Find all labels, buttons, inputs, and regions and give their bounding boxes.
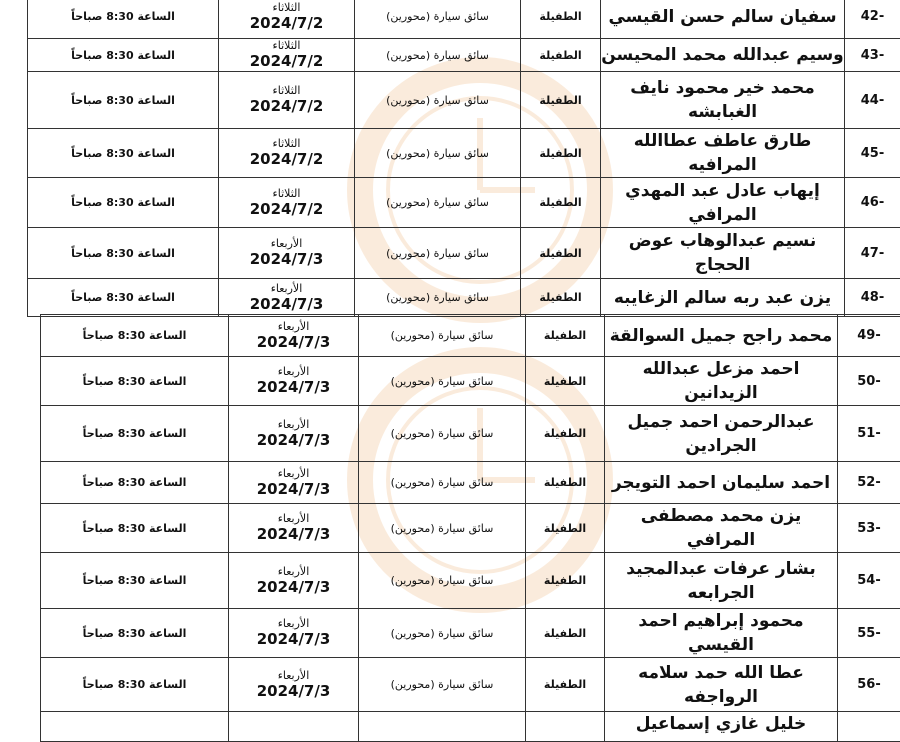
- governorate: الطفيلة: [526, 504, 605, 553]
- interview-date-cell: [229, 406, 359, 462]
- interview-date: 2024/7/3: [229, 378, 358, 397]
- interview-date: 2024/7/3: [219, 295, 354, 314]
- job-title: سائق سيارة (محورين): [355, 279, 521, 317]
- schedule-table-upper: [27, 0, 900, 317]
- candidate-name: إيهاب عادل عبد المهدي المرافي: [601, 178, 845, 228]
- table-row: [41, 462, 900, 504]
- job-title: سائق سيارة (محورين): [355, 178, 521, 228]
- interview-time: الساعة 8:30 صباحاً: [41, 609, 229, 658]
- candidate-name: طارق عاطف عطاالله المرافيه: [601, 129, 845, 178]
- interview-date-cell: [229, 609, 359, 658]
- table-row: [28, 129, 900, 178]
- table-row: [41, 712, 900, 742]
- governorate: الطفيلة: [521, 129, 601, 178]
- interview-date-cell: [229, 504, 359, 553]
- interview-time: الساعة 8:30 صباحاً: [41, 357, 229, 406]
- job-title: سائق سيارة (محورين): [359, 553, 526, 609]
- interview-time: الساعة 8:30 صباحاً: [41, 315, 229, 357]
- interview-date: 2024/7/2: [219, 14, 354, 33]
- interview-day: الثلاثاء: [219, 39, 354, 52]
- interview-day: الأربعاء: [219, 282, 354, 295]
- interview-date: 2024/7/3: [229, 525, 358, 544]
- candidate-name: سفيان سالم حسن القيسي: [601, 0, 845, 39]
- interview-day: الثلاثاء: [219, 1, 354, 14]
- governorate: الطفيلة: [526, 462, 605, 504]
- interview-time: الساعة 8:30 صباحاً: [28, 279, 219, 317]
- candidate-name: محمد خير محمود نايف الغبابشه: [601, 72, 845, 129]
- interview-date: 2024/7/2: [219, 150, 354, 169]
- job-title: سائق سيارة (محورين): [355, 228, 521, 279]
- interview-date: 2024/7/2: [219, 200, 354, 219]
- row-number: [838, 712, 900, 742]
- interview-time: الساعة 8:30 صباحاً: [28, 228, 219, 279]
- interview-date: 2024/7/3: [219, 250, 354, 269]
- interview-date: 2024/7/3: [229, 630, 358, 649]
- job-title: سائق سيارة (محورين): [359, 504, 526, 553]
- table-row: [41, 357, 900, 406]
- governorate: الطفيلة: [521, 0, 601, 39]
- row-number: -48: [845, 279, 900, 317]
- interview-date-cell: [219, 0, 355, 39]
- row-number: -52: [838, 462, 900, 504]
- interview-time: الساعة 8:30 صباحاً: [28, 129, 219, 178]
- table-row: [41, 504, 900, 553]
- candidate-name: عطا الله حمد سلامه الرواجفه: [605, 658, 838, 712]
- interview-time: الساعة 8:30 صباحاً: [28, 72, 219, 129]
- interview-time: الساعة 8:30 صباحاً: [28, 39, 219, 72]
- job-title: سائق سيارة (محورين): [355, 72, 521, 129]
- governorate: الطفيلة: [521, 39, 601, 72]
- candidate-name: احمد سليمان احمد التويجر: [605, 462, 838, 504]
- governorate: الطفيلة: [526, 406, 605, 462]
- interview-date: 2024/7/3: [229, 431, 358, 450]
- interview-time: الساعة 8:30 صباحاً: [28, 178, 219, 228]
- job-title: سائق سيارة (محورين): [359, 357, 526, 406]
- row-number: -45: [845, 129, 900, 178]
- job-title: سائق سيارة (محورين): [359, 609, 526, 658]
- row-number: -43: [845, 39, 900, 72]
- interview-date: 2024/7/2: [219, 97, 354, 116]
- interview-time: الساعة 8:30 صباحاً: [41, 462, 229, 504]
- job-title: سائق سيارة (محورين): [355, 0, 521, 39]
- candidate-name: يزن محمد مصطفى المرافي: [605, 504, 838, 553]
- governorate: الطفيلة: [526, 315, 605, 357]
- interview-date-cell: [229, 315, 359, 357]
- table-row: [41, 553, 900, 609]
- interview-time: الساعة 8:30 صباحاً: [41, 406, 229, 462]
- governorate: الطفيلة: [526, 658, 605, 712]
- candidate-name: نسيم عبدالوهاب عوض الحجاج: [601, 228, 845, 279]
- interview-day: الأربعاء: [229, 669, 358, 682]
- table-row: [28, 279, 900, 317]
- candidate-name: خليل غازي إسماعيل: [605, 712, 838, 742]
- interview-date: 2024/7/2: [219, 52, 354, 71]
- row-number: -53: [838, 504, 900, 553]
- row-number: -44: [845, 72, 900, 129]
- candidate-name: احمد مزعل عبدالله الزيدانين: [605, 357, 838, 406]
- governorate: الطفيلة: [521, 228, 601, 279]
- row-number: -42: [845, 0, 900, 39]
- interview-date-cell: [219, 39, 355, 72]
- row-number: -54: [838, 553, 900, 609]
- interview-date-cell: [219, 178, 355, 228]
- row-number: -50: [838, 357, 900, 406]
- candidate-name: محمود إبراهيم احمد القيسي: [605, 609, 838, 658]
- interview-date-cell: [219, 72, 355, 129]
- candidate-name: بشار عرفات عبدالمجيد الجرابعه: [605, 553, 838, 609]
- interview-time: الساعة 8:30 صباحاً: [28, 0, 219, 39]
- interview-date-cell: [219, 279, 355, 317]
- table-row: [28, 178, 900, 228]
- governorate: الطفيلة: [521, 72, 601, 129]
- interview-day: الثلاثاء: [219, 187, 354, 200]
- governorate: الطفيلة: [526, 553, 605, 609]
- interview-date-cell: [229, 462, 359, 504]
- governorate: [526, 712, 605, 742]
- interview-day: الأربعاء: [229, 418, 358, 431]
- job-title: سائق سيارة (محورين): [355, 39, 521, 72]
- candidate-name: عبدالرحمن احمد جميل الجرادين: [605, 406, 838, 462]
- governorate: الطفيلة: [521, 279, 601, 317]
- interview-date-cell: [229, 658, 359, 712]
- interview-date-cell: [229, 712, 359, 742]
- table-row: [41, 315, 900, 357]
- interview-date-cell: [219, 228, 355, 279]
- interview-day: الأربعاء: [229, 467, 358, 480]
- table-row: [28, 228, 900, 279]
- interview-day: الأربعاء: [219, 237, 354, 250]
- interview-day: الأربعاء: [229, 365, 358, 378]
- governorate: الطفيلة: [521, 178, 601, 228]
- table-row: [28, 0, 900, 39]
- job-title: سائق سيارة (محورين): [355, 129, 521, 178]
- schedule-table-lower: [40, 314, 900, 742]
- interview-date-cell: [229, 357, 359, 406]
- interview-day: الأربعاء: [229, 617, 358, 630]
- interview-time: الساعة 8:30 صباحاً: [41, 504, 229, 553]
- interview-date: 2024/7/3: [229, 480, 358, 499]
- job-title: سائق سيارة (محورين): [359, 315, 526, 357]
- row-number: -55: [838, 609, 900, 658]
- row-number: -56: [838, 658, 900, 712]
- table-row: [41, 658, 900, 712]
- table-row: [41, 406, 900, 462]
- interview-time: [41, 712, 229, 742]
- interview-day: الثلاثاء: [219, 137, 354, 150]
- row-number: -46: [845, 178, 900, 228]
- interview-date-cell: [229, 553, 359, 609]
- job-title: سائق سيارة (محورين): [359, 462, 526, 504]
- table-row: [28, 39, 900, 72]
- row-number: -49: [838, 315, 900, 357]
- candidate-name: يزن عبد ربه سالم الزغايبه: [601, 279, 845, 317]
- interview-date: 2024/7/3: [229, 578, 358, 597]
- row-number: -47: [845, 228, 900, 279]
- job-title: [359, 712, 526, 742]
- interview-day: الثلاثاء: [219, 84, 354, 97]
- interview-date: 2024/7/3: [229, 333, 358, 352]
- row-number: -51: [838, 406, 900, 462]
- governorate: الطفيلة: [526, 609, 605, 658]
- interview-day: الأربعاء: [229, 512, 358, 525]
- candidate-name: محمد راجح جميل السوالقة: [605, 315, 838, 357]
- interview-day: الأربعاء: [229, 565, 358, 578]
- job-title: سائق سيارة (محورين): [359, 658, 526, 712]
- job-title: سائق سيارة (محورين): [359, 406, 526, 462]
- candidate-name: وسيم عبدالله محمد المحيسن: [601, 39, 845, 72]
- interview-day: الأربعاء: [229, 320, 358, 333]
- table-row: [41, 609, 900, 658]
- governorate: الطفيلة: [526, 357, 605, 406]
- interview-date-cell: [219, 129, 355, 178]
- interview-date: 2024/7/3: [229, 682, 358, 701]
- interview-time: الساعة 8:30 صباحاً: [41, 553, 229, 609]
- interview-time: الساعة 8:30 صباحاً: [41, 658, 229, 712]
- table-row: [28, 72, 900, 129]
